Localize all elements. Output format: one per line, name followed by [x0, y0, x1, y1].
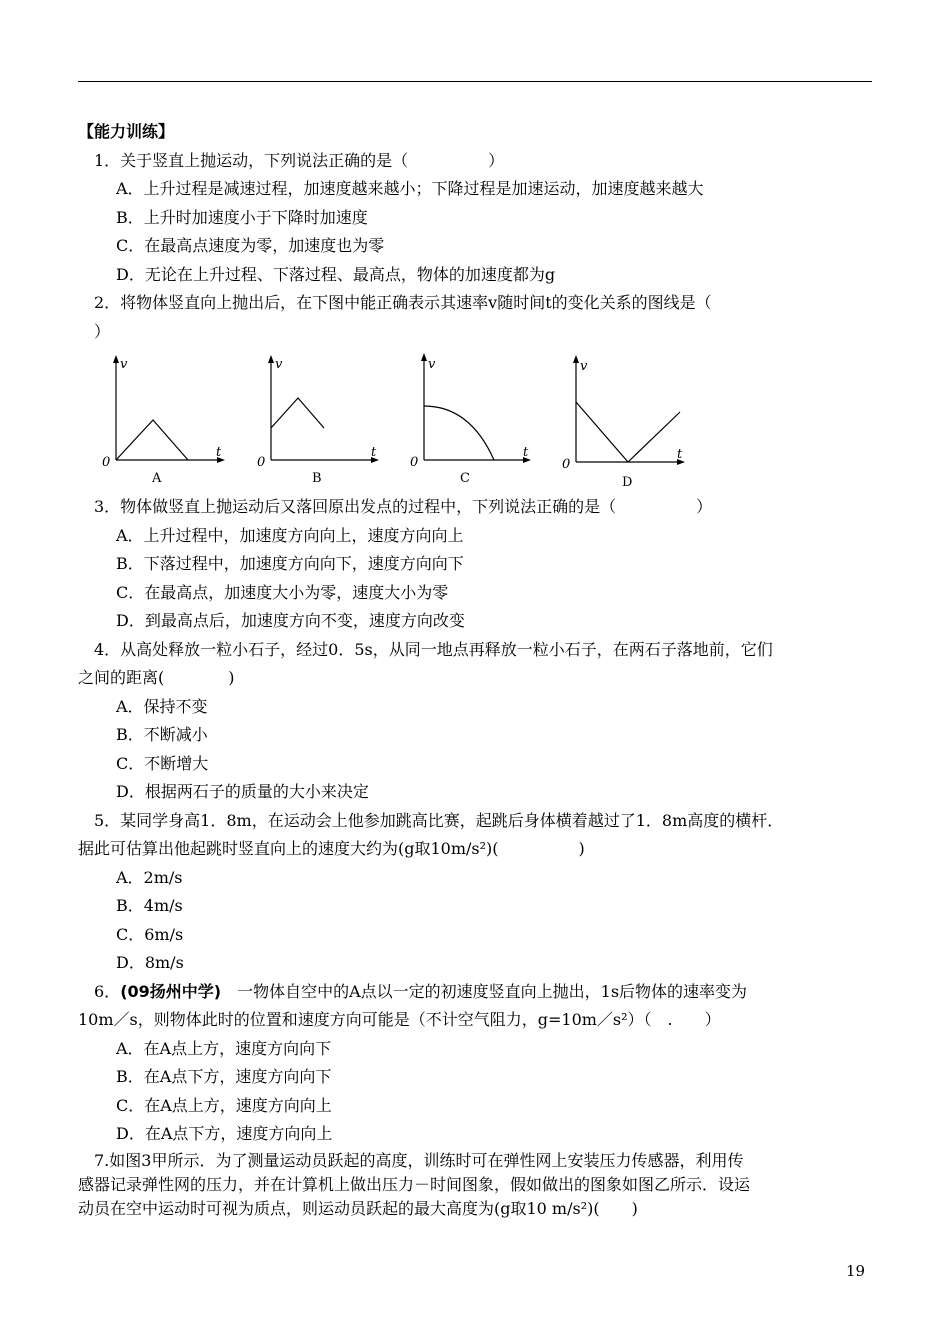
q5-stem-cont: 据此可估算出他起跳时竖直向上的速度大约为(g取10m/s²)( ): [78, 839, 585, 858]
graph-a-curve: [116, 420, 188, 460]
q3-option-b: B．下落过程中，加速度方向向下，速度方向向下: [116, 554, 464, 573]
graph-a-xlabel: t: [216, 445, 222, 460]
graph-c-svg: [410, 348, 550, 490]
q4-stem-cont: 之间的距离( ): [78, 668, 235, 687]
q7-stem-cont-2: 动员在空中运动时可视为质点，则运动员跃起的最大高度为(g取10 m/s²)( ): [78, 1198, 638, 1218]
graph-d-svg: [564, 348, 704, 490]
graph-b-svg: [256, 348, 396, 490]
q6-option-b: B．在A点下方，速度方向向下: [116, 1067, 332, 1086]
q3-option-c: C．在最高点，加速度大小为零，速度大小为零: [116, 582, 449, 602]
q6-option-a: A．在A点上方，速度方向向下: [116, 1038, 332, 1058]
graph-b-y-arrow: [268, 355, 274, 363]
graph-d-y-arrow: [573, 355, 579, 363]
q2-stem: 2．将物体竖直向上抛出后，在下图中能正确表示其速率v随时间t的变化关系的图线是（: [94, 293, 712, 312]
q4-stem: 4．从高处释放一粒小石子，经过0．5s，从同一地点再释放一粒小石子，在两石子落地前，它们: [94, 639, 773, 659]
q6-source: (09扬州中学): [120, 981, 222, 1001]
graph-c-y-arrow: [421, 353, 427, 361]
q6-stem: [78, 978, 878, 1007]
graph-c-xlabel: t: [523, 445, 529, 460]
graph-d-origin: 0: [562, 457, 571, 472]
q1-option-b: B．上升时加速度小于下降时加速度: [116, 207, 368, 227]
q6-option-c: C．在A点上方，速度方向向上: [116, 1095, 332, 1115]
header-rule: [78, 81, 872, 82]
q6-number: 6．: [94, 981, 121, 1001]
page-number: 19: [846, 1262, 866, 1280]
q5-option-b: B．4m/s: [116, 896, 183, 915]
graph-b-label: B: [312, 471, 322, 486]
graph-b-origin: 0: [257, 455, 266, 470]
q7-stem-cont-1: 感器记录弹性网的压力，并在计算机上做出压力－时间图象，假如做出的图象如图乙所示．设运: [78, 1174, 751, 1194]
q4-option-d: D．根据两石子的质量的大小来决定: [116, 782, 369, 801]
q5-option-a: A．2m/s: [116, 867, 183, 887]
graph-b-xlabel: t: [371, 445, 377, 460]
graph-d-xlabel: t: [677, 447, 683, 462]
graph-a: [98, 348, 238, 490]
q6-option-d: D．在A点下方，速度方向向上: [116, 1124, 333, 1143]
graph-d-ylabel: v: [580, 359, 588, 374]
graph-a-svg: [98, 348, 238, 490]
graph-b-curve: [271, 398, 324, 428]
graph-c-origin: 0: [410, 455, 419, 470]
q7-stem: 7.如图3甲所示．为了测量运动员跃起的高度，训练时可在弹性网上安装压力传感器，利用传: [94, 1150, 744, 1170]
q1-option-c: C．在最高点速度为零，加速度也为零: [116, 236, 385, 255]
q3-stem: 3．物体做竖直上抛运动后又落回原出发点的过程中，下列说法正确的是（ ）: [94, 497, 713, 516]
graph-b: [256, 348, 396, 490]
q4-option-b: B．不断减小: [116, 725, 208, 744]
graph-c: [410, 348, 550, 490]
graph-a-y-arrow: [113, 355, 119, 363]
graph-c-curve: [424, 406, 494, 460]
q5-stem: 5．某同学身高1．8m，在运动会上他参加跳高比赛，起跳后身体横着越过了1．8m高度的横杆．: [94, 810, 784, 830]
graph-b-ylabel: v: [275, 357, 283, 372]
q2-graphs: [78, 348, 878, 493]
graph-a-ylabel: v: [120, 357, 128, 372]
q4-option-c: C．不断增大: [116, 753, 209, 773]
q3-option-a: A．上升过程中，加速度方向向上，速度方向向上: [116, 525, 464, 545]
q6-stem-cont: 10m／s，则物体此时的位置和速度方向可能是（不计空气阻力，g=10m／s²）（ . ）: [78, 1010, 721, 1029]
graph-a-label: A: [152, 471, 162, 486]
exercise-content: [78, 118, 878, 1221]
graph-a-origin: 0: [102, 455, 111, 470]
q5-option-d: D．8m/s: [116, 953, 184, 972]
q1-option-d: D．无论在上升过程、下落过程、最高点，物体的加速度都为g: [116, 264, 556, 284]
graph-c-ylabel: v: [428, 357, 436, 372]
graph-c-label: C: [460, 471, 470, 486]
q3-option-d: D．到最高点后，加速度方向不变，速度方向改变: [116, 611, 465, 630]
q2-stem-cont: ）: [94, 321, 111, 341]
q1-stem: 1．关于竖直上抛运动，下列说法正确的是（ ）: [94, 150, 505, 170]
graph-d: [564, 348, 704, 490]
q5-option-c: C．6m/s: [116, 924, 184, 944]
q1-option-a: A．上升过程是减速过程，加速度越来越小；下降过程是加速运动，加速度越来越大: [116, 179, 704, 198]
graph-d-curve: [576, 402, 680, 462]
graph-d-label: D: [622, 475, 633, 490]
q4-option-a: A．保持不变: [116, 696, 208, 716]
section-title: 【能力训练】: [78, 122, 175, 141]
q6-stem-text: 一物体自空中的A点以一定的初速度竖直向上抛出，1s后物体的速率变为: [221, 981, 748, 1001]
